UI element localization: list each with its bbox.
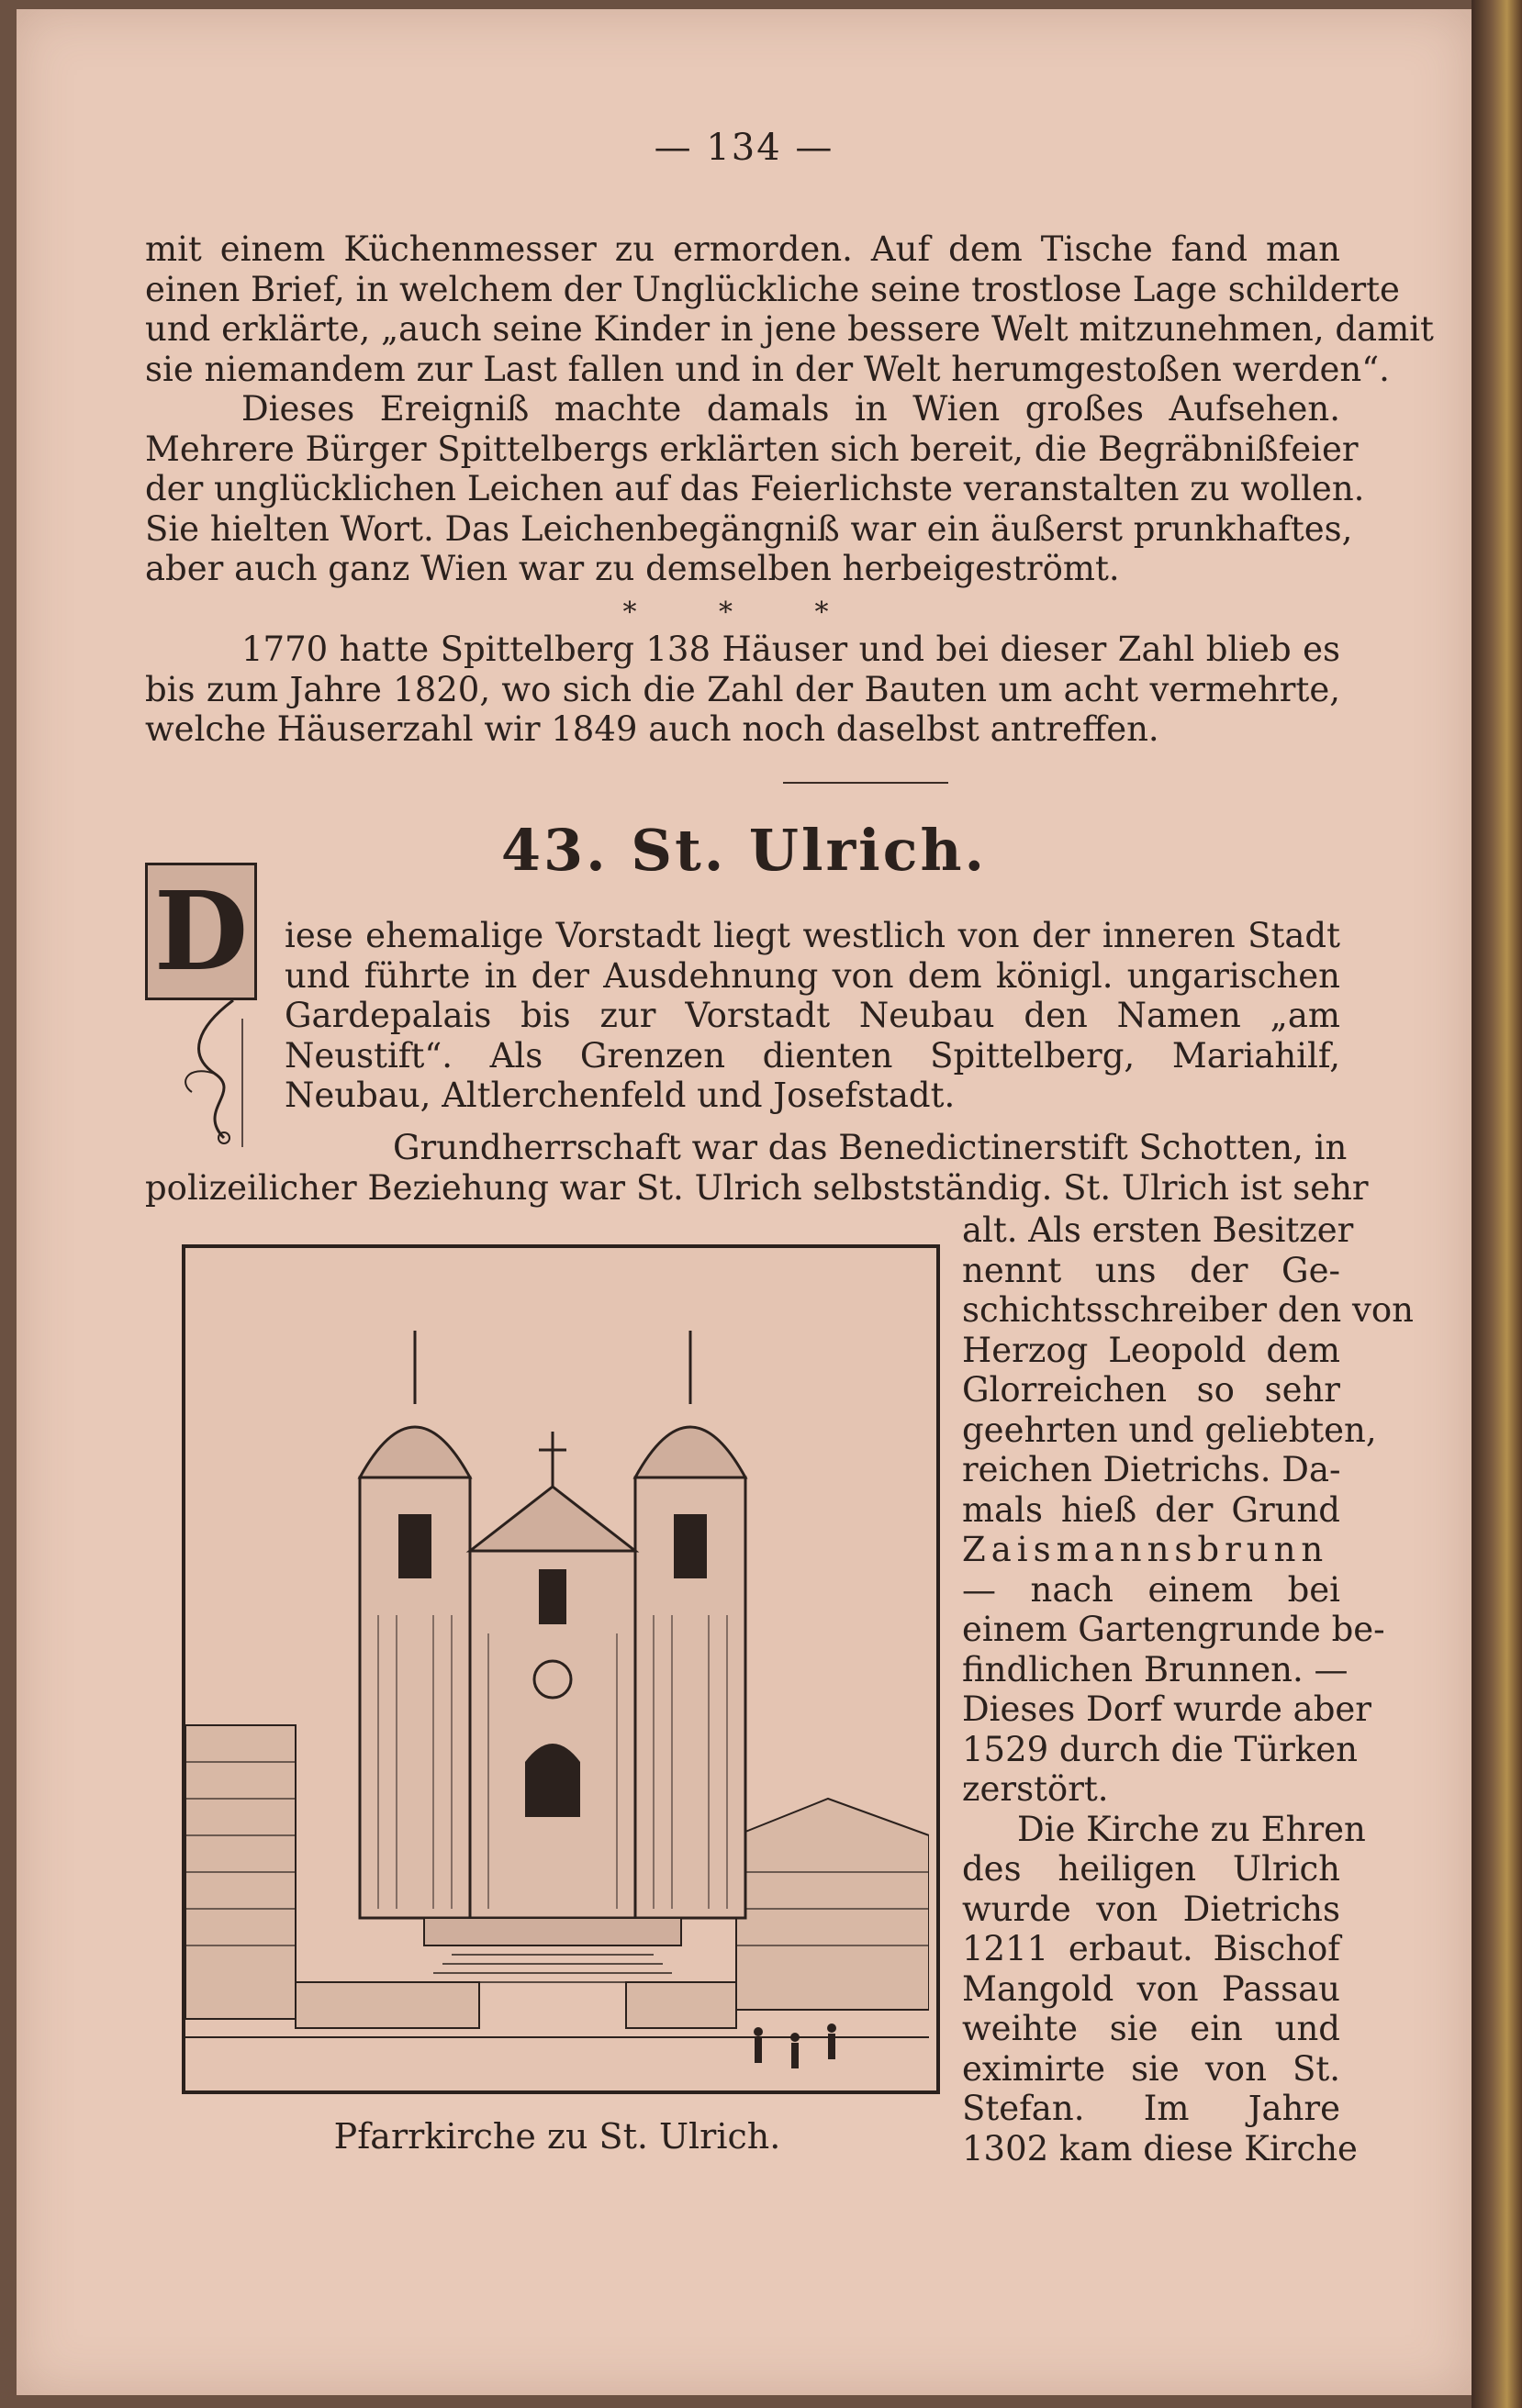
text-line: Stefan. Im Jahre	[962, 2089, 1340, 2128]
third-paragraph	[145, 630, 1340, 750]
church-engraving-icon	[185, 1248, 929, 2083]
book-page	[17, 9, 1472, 2395]
text-line: geehrten und geliebten,	[962, 1410, 1377, 1450]
text-line: Gardepalais bis zur Vorstadt Neubau den Namen „am	[285, 996, 1340, 1035]
text-line: Neustift“. Als Grenzen dienten Spittelberg, Mariahilf,	[285, 1035, 1340, 1076]
right-column-text	[962, 1210, 1414, 2168]
top-paragraph	[145, 229, 1434, 389]
decorated-initial	[145, 863, 257, 1000]
text-line: weihte sie ein und	[962, 2009, 1340, 2048]
grundherrschaft-paragraph	[145, 1128, 1369, 1208]
section-divider	[783, 782, 948, 784]
second-paragraph	[145, 389, 1365, 589]
text-line: wurde von Dietrichs	[962, 1889, 1340, 1929]
church-illustration	[182, 1244, 940, 2094]
separator-stars: * * *	[622, 596, 866, 629]
text-line: Sie hielten Wort. Das Leichenbegängniß war ein äußerst prunkhaftes,	[145, 508, 1353, 549]
text-line: alt. Als ersten Besitzer	[962, 1210, 1354, 1250]
text-line: zerstört.	[962, 1769, 1109, 1809]
section-heading: 43. St. Ulrich.	[500, 817, 988, 884]
text-line: Dieses Ereigniß machte damals in Wien großes Aufsehen.	[241, 389, 1340, 429]
text-line: der unglücklichen Leichen auf das Feierlichste veranstalten zu wollen.	[145, 469, 1365, 508]
text-line: Die Kirche zu Ehren	[1017, 1809, 1366, 1849]
text-line: 1529 durch die Türken	[962, 1729, 1358, 1769]
initial-letter: D	[153, 867, 249, 995]
text-line: Neubau, Altlerchenfeld und Josefstadt.	[285, 1076, 956, 1115]
text-line: Mehrere Bürger Spittelbergs erklärten sich bereit, die Begräbnißfeier	[145, 429, 1359, 469]
text-line: Dieses Dorf wurde aber	[962, 1689, 1371, 1729]
text-line: reichen Dietrichs. Da-	[962, 1450, 1341, 1489]
text-line: Herzog Leopold dem	[962, 1330, 1340, 1370]
text-line: einen Brief, in welchem der Unglückliche seine trostlose Lage schilderte	[145, 269, 1400, 309]
book-spine	[1472, 0, 1522, 2408]
text-line: sie niemandem zur Last fallen und in der Welt herumgestoßen werden“.	[145, 349, 1390, 389]
text-line: iese ehemalige Vorstadt liegt westlich von der inneren Stadt	[285, 916, 1340, 955]
text-line: mit einem Küchenmesser zu ermorden. Auf dem Tische fand man	[145, 229, 1340, 269]
text-line: bis zum Jahre 1820, wo sich die Zahl der Bauten um acht vermehrte,	[145, 669, 1340, 709]
text-line: welche Häuserzahl wir 1849 auch noch daselbst antreffen.	[145, 709, 1159, 749]
text-line: des heiligen Ulrich	[962, 1849, 1340, 1889]
text-line: und führte in der Ausdehnung von dem königl. ungarischen	[285, 955, 1340, 996]
text-line: Mangold von Passau	[962, 1968, 1340, 2009]
text-line: eximirte sie von St.	[962, 2048, 1340, 2089]
page-number: — 134 —	[654, 127, 834, 169]
text-line: und erklärte, „auch seine Kinder in jene bessere Welt mitzunehmen, damit	[145, 309, 1434, 349]
text-line: Grundherrschaft war das Benedictinerstift Schotten, in	[393, 1128, 1348, 1167]
text-line: 1211 erbaut. Bischof	[962, 1929, 1340, 1968]
text-line: — nach einem bei	[962, 1569, 1340, 1610]
initial-paragraph	[285, 916, 1340, 1116]
text-line: Glorreichen so sehr	[962, 1370, 1340, 1410]
text-line: findlichen Brunnen. —	[962, 1649, 1349, 1689]
text-line: schichtsschreiber den von	[962, 1290, 1414, 1330]
text-line: 1302 kam diese Kirche	[962, 2128, 1358, 2168]
figure-caption: Pfarrkirche zu St. Ulrich.	[333, 2116, 781, 2157]
text-line: einem Gartengrunde be-	[962, 1610, 1385, 1649]
text-line: Zaismannsbrunn	[962, 1530, 1329, 1569]
text-line: aber auch ganz Wien war zu demselben herbeigeströmt.	[145, 549, 1120, 588]
text-line: mals hieß der Grund	[962, 1489, 1340, 1530]
text-line: polizeilicher Beziehung war St. Ulrich selbstständig. St. Ulrich ist sehr	[145, 1167, 1369, 1208]
text-line: 1770 hatte Spittelberg 138 Häuser und bei dieser Zahl blieb es	[241, 630, 1340, 669]
text-line: nennt uns der Ge-	[962, 1250, 1340, 1290]
